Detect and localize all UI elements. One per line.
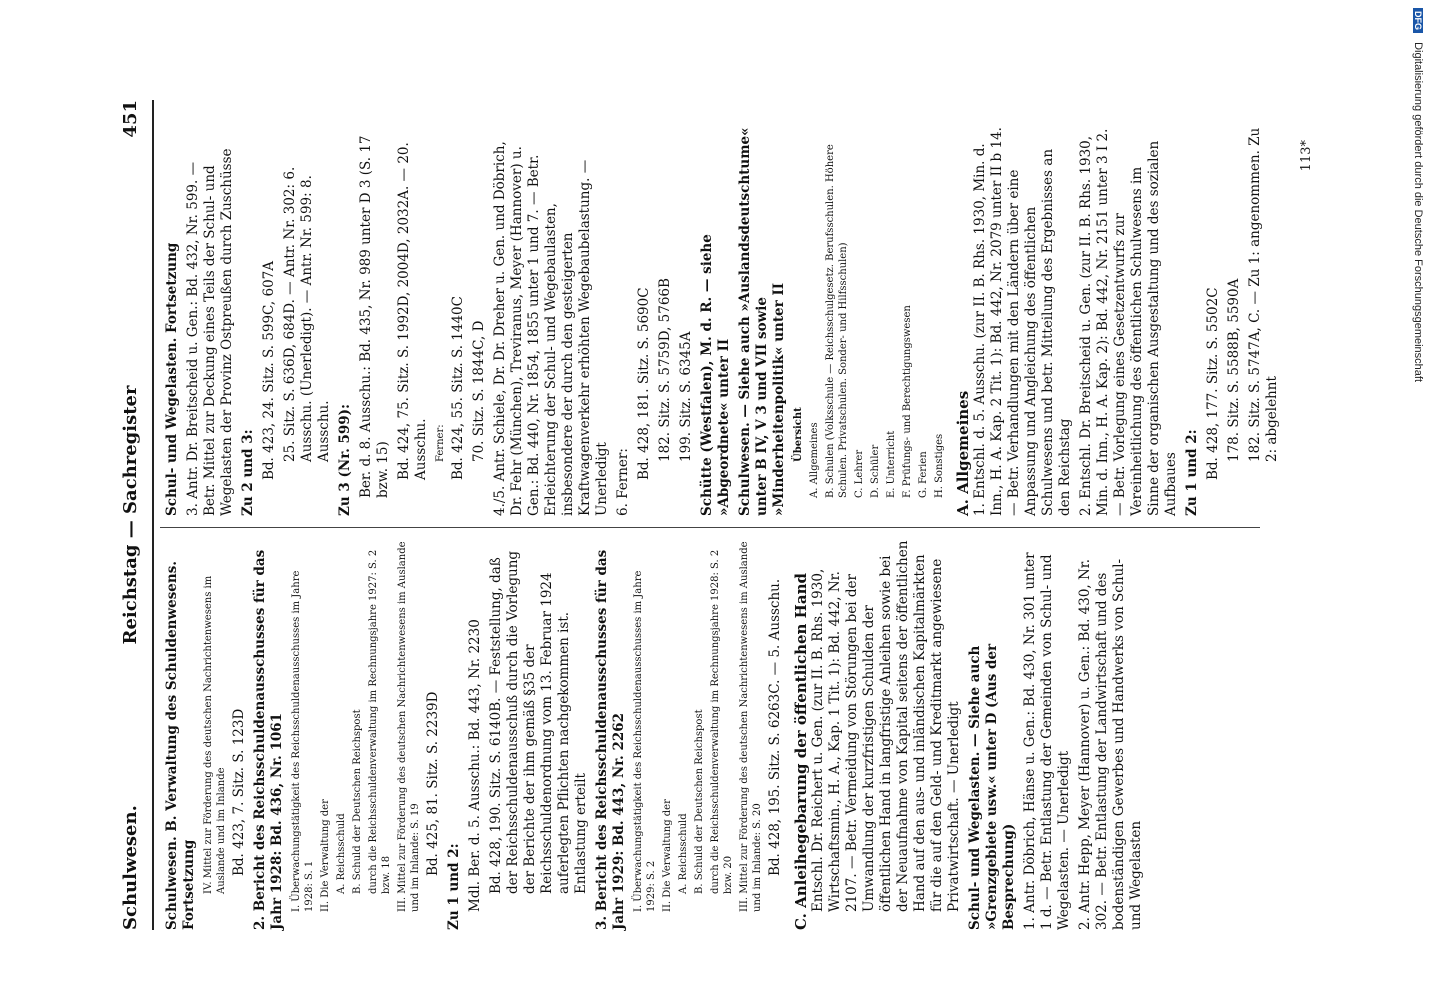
right-entry: Ber. d. 8. Ausschu.: Bd. 435, Nr. 989 unter D 3 (S. 17 bzw. 15) bbox=[358, 135, 391, 498]
signature-mark: 113* bbox=[1299, 140, 1314, 172]
left-entry: Bd. 428, 190. Sitz. S. 6140B. — Feststellung, daß der Reichsschuldenausschuß durch die Vorlegung der Berichte der ihm gemäß §35 der Reichsschuldenordnung vom 13. Februar 1924 auferlegten Pflichten nachgekommen ist. Entlastung erteilt bbox=[488, 550, 589, 894]
right-entry: 182. Sitz. S. 5747A, C. — Zu 1: angenommen. Zu 2: abgelehnt bbox=[1247, 127, 1280, 462]
right-entry: 70. Sitz. S. 1844C, D bbox=[471, 320, 487, 462]
left-entry: C. Anleihegebarung der öffentlichen Hand bbox=[792, 573, 810, 930]
right-entry: 178. Sitz. S. 5588B, 5590A bbox=[1226, 278, 1242, 462]
right-entry: D. Schüler bbox=[870, 444, 881, 498]
right-entry: 182. Sitz. S. 5759D, 5766B bbox=[657, 278, 673, 462]
right-entry: Bd. 424, 55. Sitz. S. 1440C bbox=[450, 296, 466, 480]
left-entry: 2. Bericht des Reichsschuldenausschusses für das Jahr 1928: Bd. 436, Nr. 1061 bbox=[252, 549, 285, 930]
left-entry: II. Die Verwaltung der bbox=[662, 799, 673, 912]
left-entry: Mdl. Ber. d. 5. Ausschu.: Bd. 443, Nr. 2230 bbox=[467, 619, 483, 912]
left-entry: III. Mittel zur Förderung des deutschen Nachrichtenwesens im Auslande und im Inlande: S. 19 bbox=[397, 541, 421, 912]
left-entry: I. Überwachungstätigkeit des Reichsschuldenausschusses im Jahre 1929: S. 2 bbox=[633, 570, 657, 912]
header-rule bbox=[152, 100, 154, 930]
right-entry: A. Allgemeines bbox=[809, 422, 820, 498]
left-entry: 3. Bericht des Reichsschuldenausschusses für das Jahr 1929: Bd. 443, Nr. 2262 bbox=[594, 549, 627, 930]
right-entry: Bd. 423, 24. Sitz. S. 599C, 607A bbox=[261, 260, 277, 480]
header-left: Schulwesen. bbox=[120, 805, 141, 930]
left-entry: A. Reichsschuld bbox=[336, 813, 347, 894]
right-entry: F. Prüfungs- und Berechtigungswesen bbox=[902, 305, 913, 498]
right-entry: 3. Antr. Dr. Breitscheid u. Gen.: Bd. 432, Nr. 599. — Betr. Mittel zur Deckung eines Teils der Schul- und Wegelasten der Provinz Ostpreußen durch Zuschüsse bbox=[185, 148, 235, 516]
right-entry: E. Unterricht bbox=[886, 430, 897, 498]
right-entry: Schul- und Wegelasten. Fortsetzung bbox=[164, 242, 180, 516]
right-entry: Bd. 428, 181. Sitz. S. 5690C bbox=[636, 287, 652, 480]
left-entry: 1. Antr. Döbrich, Hänse u. Gen.: Bd. 430, Nr. 301 unter 1 d. — Betr. Entlastung der Gemeinden von Schul- und Wegelasten. — Unerledigt bbox=[1022, 552, 1072, 930]
funding-notice: Digitalisierung gefördert durch die Deutsche Forschungsgemeinschaft bbox=[1412, 42, 1424, 383]
page-number: 451 bbox=[120, 100, 141, 138]
right-entry: Bd. 424, 75. Sitz. S. 1992D, 2004D, 2032A. — 20. Ausschu. bbox=[396, 142, 429, 480]
right-entry: 2. Entschl. Dr. Breitscheid u. Gen. (zur II. B. Rhs. 1930, Min. d. Inn., H. A. Kap. 2): Bd. 442, Nr. 2151 unter 3 I 2. — Betr. Vorlegung eines Gesetzentwurfs zur Vereinheitlichung des öffentlichen Schulwesens im Sinne der organischen Ausgestaltung und des sozialen Aufbaues bbox=[1078, 128, 1179, 516]
left-entry: Bd. 425, 81. Sitz. S. 2239D bbox=[425, 691, 441, 876]
right-column bbox=[164, 126, 1285, 516]
right-entry: C. Lehrer bbox=[854, 449, 865, 498]
left-entry: Schulwesen. B. Verwaltung des Schuldenwesens. Fortsetzung bbox=[164, 560, 197, 930]
left-entry: 2. Antr. Hepp, Meyer (Hannover) u. Gen.: Bd. 430, Nr. 302. — Betr. Entlastung der Landwirtschaft und des bodenständigen Gewerbes und Handwerks von Schul- und Wegelasten bbox=[1077, 558, 1144, 930]
left-entry: III. Mittel zur Förderung des deutschen Nachrichtenwesens im Auslande und im Inlande: S. 20 bbox=[739, 541, 763, 912]
left-entry: durch die Reichsschuldenverwaltung im Rechnungsjahre 1928: S. 2 bzw. 20 bbox=[710, 549, 734, 894]
left-entry: B. Schuld der Deutschen Reichspost bbox=[694, 709, 705, 894]
right-entry: 199. Sitz. S. 6345A bbox=[678, 331, 694, 462]
right-entry: Zu 2 und 3: bbox=[240, 429, 256, 516]
left-entry: II. Die Verwaltung der bbox=[320, 799, 331, 912]
left-entry: Bd. 428, 195. Sitz. S. 6263C. — 5. Ausschu. bbox=[767, 578, 783, 876]
left-entry: IV. Mittel zur Förderung des deutschen Nachrichtenwesens im Auslande und im Inlande bbox=[203, 575, 227, 894]
right-entry: Schulwesen. — Siehe auch »Auslandsdeutschtume« unter B IV, V 3 und VII sowie »Minderheitenpolitik« unter II bbox=[737, 127, 787, 516]
left-entry: A. Reichsschuld bbox=[678, 813, 689, 894]
right-entry: 25. Sitz. S. 636D, 684D. — Antr. Nr. 302: 6. Ausschu. (Unerledigt). — Antr. Nr. 599: 8. Ausschu. bbox=[282, 166, 332, 462]
left-entry: durch die Reichsschuldenverwaltung im Rechnungsjahre 1927: S. 2 bzw. 18 bbox=[368, 549, 392, 894]
left-entry: Zu 1 und 2: bbox=[446, 843, 462, 930]
right-entry: Zu 1 und 2: bbox=[1184, 429, 1200, 516]
left-entry: Bd. 423, 7. Sitz. S. 123D bbox=[231, 708, 247, 876]
right-entry: Zu 3 (Nr. 599): bbox=[337, 403, 353, 516]
right-entry: B. Schulen (Volksschule — Reichsschulgesetz. Berufsschulen. Höhere Schulen. Privatschulen. Sonder- und Hilfsschulen) bbox=[825, 144, 849, 498]
column-separator bbox=[160, 527, 1260, 528]
right-entry: G. Ferien bbox=[918, 451, 929, 498]
left-entry: Entschl. Dr. Reichert u. Gen. (zur II. B. Rhs. 1930, Wirtschaftsmin., H. A., Kap. 1 Tit. 1): Bd. 442, Nr. 2107. — Betr. Vermeidung von Störungen bei der Umwandlung der kurzfristigen Schulden der öffentlichen Hand in langfristige Anleihen sowie bei der Neuaufnahme von Kapital seitens der öffentlichen Hand auf den aus- und inländischen Kapitalmärkten für die auf den Geld- und Kreditmarkt angewiesene Privatwirtschaft. — Unerledigt bbox=[810, 540, 962, 912]
right-entry: H. Sonstiges bbox=[934, 433, 945, 498]
left-entry: B. Schuld der Deutschen Reichspost bbox=[352, 709, 363, 894]
right-entry: Schütte (Westfalen), M. d. R. — siehe »Abgeordnete« unter II bbox=[699, 234, 732, 516]
running-title: Reichstag — Sachregister bbox=[120, 385, 141, 645]
right-entry: A. Allgemeines bbox=[954, 390, 972, 516]
left-entry: I. Überwachungstätigkeit des Reichsschuldenausschusses im Jahre 1928: S. 1 bbox=[291, 570, 315, 912]
right-entry: 6. Ferner: bbox=[615, 448, 631, 516]
rotated-page bbox=[120, 100, 1320, 930]
dfg-logo: DFG bbox=[1413, 8, 1423, 33]
page-header bbox=[120, 100, 160, 930]
right-entry: 1. Entschl. d. 5. Ausschu. (zur II. B. Rhs. 1930, Min. d. Inn., H. A. Kap. 2 Tit. 1): Bd. 442, Nr. 2079 unter II b 14. — Betr. Verhandlungen mit den Ländern über eine Anpassung und Angleichung des öffentlichen Schulwesens und betr. Mitteilung des Ergebnisses an den Reichstag bbox=[972, 127, 1073, 516]
digitization-note bbox=[1408, 8, 1424, 988]
right-entry: 4./5. Antr. Schiele, Dr. Dr. Dreher u. Gen. und Döbrich, Dr. Fehr (München), Treviranus, Meyer (Hannover) u. Gen.: Bd. 440, Nr. 1854, 1855 unter 1 und 7. — Betr. Erleichterung der Schul- und Wegebaulasten, insbesondere der durch den gesteigerten Kraftwagenverkehr erhöhten Wegebaubelastung. — Unerledigt bbox=[492, 141, 610, 516]
right-entry: Übersicht bbox=[793, 407, 804, 462]
right-entry: Bd. 428, 177. Sitz. S. 5502C bbox=[1205, 287, 1221, 480]
right-entry: Ferner: bbox=[435, 424, 446, 462]
left-entry: Schul- und Wegelasten. — Siehe auch »Grenzgebiete usw.« unter D (Aus der Besprechung) bbox=[967, 643, 1017, 930]
left-column bbox=[164, 540, 1149, 930]
